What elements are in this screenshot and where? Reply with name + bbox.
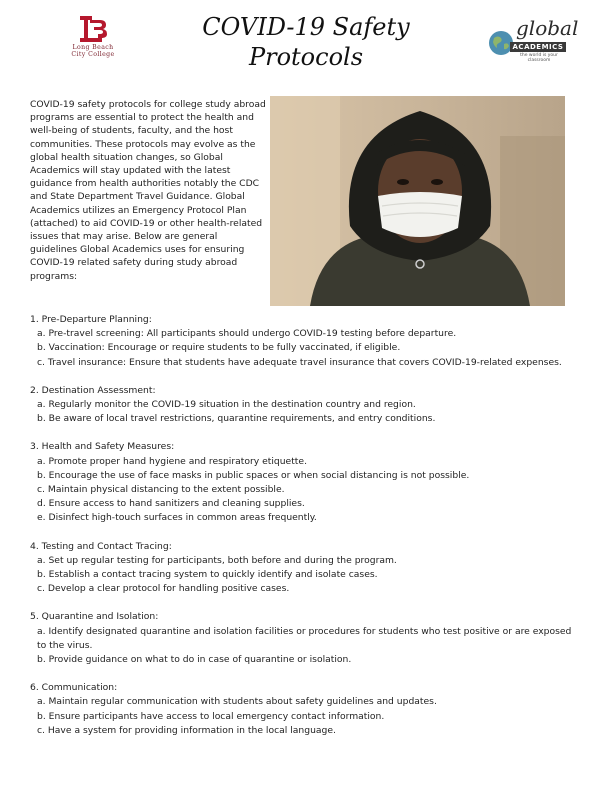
title-line-1: COVID-19 Safety: [202, 13, 410, 41]
section-heading: 5. Quarantine and Isolation:: [30, 611, 159, 623]
page-title: [150, 12, 462, 72]
section-heading: 3. Health and Safety Measures:: [30, 441, 175, 453]
section-heading: 4. Testing and Contact Tracing:: [30, 540, 172, 552]
masked-student-photo: [270, 96, 565, 306]
list-item: a. Regularly monitor the COVID-19 situation in the destination country and region.: [37, 399, 416, 411]
section-communication: [30, 681, 582, 738]
list-item: a. Maintain regular communication with students about safety guidelines and updates.: [37, 696, 437, 708]
list-item: c. Maintain physical distancing to the extent possible.: [37, 484, 285, 496]
section-heading: 6. Communication:: [30, 682, 118, 694]
intro-paragraph: COVID-19 safety protocols for college study abroad programs are essential to protect the health and well-being of students, faculty, and the host communities. These protocols may evolve as the global health situation changes, so Global Academics will stay updated with the latest guidance from health authorities notably the CDC and State Department Travel Guidance. Global Academics utilizes an Emergency Protocol Plan (attached) to aid COVID-19 or other health-related issues that may arise. Below are general guidelines Global Academics uses for ensuring COVID-19 related safety during study abroad programs:: [30, 99, 266, 282]
list-item: a. Promote proper hand hygiene and respiratory etiquette.: [37, 455, 307, 467]
list-item: a. Identify designated quarantine and isolation facilities or procedures for students who test positive or are exposed to the virus.: [37, 625, 572, 651]
list-item: a. Set up regular testing for participants, both before and during the program.: [37, 554, 397, 566]
list-item: b. Ensure participants have access to local emergency contact information.: [37, 710, 385, 722]
academics-band: ACADEMICS: [510, 42, 566, 52]
global-word: global: [516, 16, 579, 40]
section-health-safety: [30, 440, 582, 525]
list-item: c. Have a system for providing information in the local language.: [37, 724, 336, 736]
logo-tagline: the world is your classroom: [520, 53, 558, 63]
lbcc-name-line1: Long Beach: [72, 44, 114, 51]
section-heading: 2. Destination Assessment:: [30, 384, 156, 396]
list-item: c. Develop a clear protocol for handling positive cases.: [37, 583, 290, 595]
list-item: b. Be aware of local travel restrictions, quarantine requirements, and entry conditions.: [37, 413, 436, 425]
list-item: a. Pre-travel screening: All participants should undergo COVID-19 testing before departure.: [37, 328, 457, 340]
list-item: c. Travel insurance: Ensure that students have adequate travel insurance that covers COVID-19-related expenses.: [37, 356, 562, 368]
list-item: b. Establish a contact tracing system to quickly identify and isolate cases.: [37, 569, 378, 581]
section-destination-assessment: [30, 384, 582, 427]
lbcc-name-line2: City College: [71, 51, 115, 58]
title-line-2: Protocols: [248, 43, 364, 71]
list-item: d. Ensure access to hand sanitizers and cleaning supplies.: [37, 498, 305, 510]
list-item: b. Encourage the use of face masks in public spaces or when social distancing is not possible.: [37, 469, 470, 481]
long-beach-city-college-logo: [58, 14, 128, 58]
list-item: b. Provide guidance on what to do in case of quarantine or isolation.: [37, 654, 352, 666]
section-heading: 1. Pre-Departure Planning:: [30, 314, 152, 325]
global-academics-logo: [488, 16, 579, 68]
section-testing-tracing: [30, 540, 582, 597]
section-pre-departure: [30, 313, 582, 370]
list-item: e. Disinfect high-touch surfaces in common areas frequently.: [37, 512, 317, 524]
list-item: b. Vaccination: Encourage or require students to be fully vaccinated, if eligible.: [37, 342, 401, 354]
section-quarantine: [30, 610, 582, 667]
lbcc-monogram-icon: [76, 14, 110, 44]
protocol-sections: [30, 313, 582, 752]
